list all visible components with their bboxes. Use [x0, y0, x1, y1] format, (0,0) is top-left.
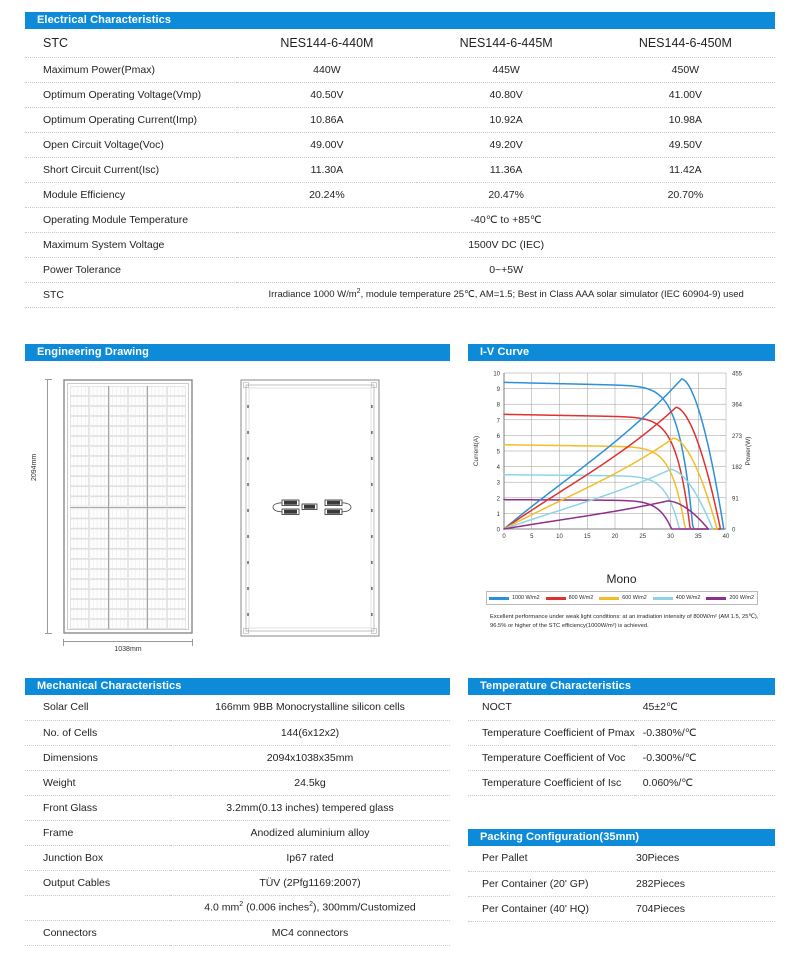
row-value: 49.00V — [237, 132, 416, 157]
row-label: Temperature Coefficient of Isc — [468, 770, 635, 795]
row-value: 41.00V — [596, 82, 775, 107]
chart-legend — [486, 591, 758, 605]
svg-text:455: 455 — [732, 371, 743, 378]
engineering-drawing-section — [25, 344, 450, 661]
packing-section-header: Packing Configuration(35mm) — [468, 829, 775, 846]
svg-text:Current(A): Current(A) — [473, 435, 480, 467]
row-value: 450W — [596, 57, 775, 82]
table-row — [25, 770, 450, 795]
svg-text:10: 10 — [556, 534, 563, 540]
legend-swatch — [599, 597, 619, 600]
row-label: Operating Module Temperature — [25, 207, 237, 232]
svg-text:7: 7 — [496, 418, 500, 425]
row-value: 11.42A — [596, 157, 775, 182]
temperature-characteristics-section — [468, 678, 775, 796]
chart-caption: Mono — [606, 572, 637, 586]
row-label: Power Tolerance — [25, 257, 237, 282]
height-dimension-line — [47, 379, 48, 634]
legend-item — [546, 595, 594, 601]
row-label: Dimensions — [25, 745, 170, 770]
row-label: Per Pallet — [468, 846, 628, 871]
legend-item — [706, 595, 754, 601]
legend-label: 400 W/m2 — [675, 595, 701, 601]
svg-text:0: 0 — [496, 527, 500, 534]
row-label: Temperature Coefficient of Voc — [468, 745, 635, 770]
row-value: -40℃ to +85℃ — [237, 207, 775, 232]
row-label: Per Container (20' GP) — [468, 871, 628, 896]
table-row — [25, 157, 775, 182]
row-value: Ip67 rated — [170, 845, 450, 870]
electrical-table — [25, 29, 775, 308]
row-label: STC — [25, 29, 237, 57]
row-label: Optimum Operating Current(Imp) — [25, 107, 237, 132]
legend-label: 600 W/m2 — [622, 595, 647, 601]
row-label: NOCT — [468, 695, 635, 720]
svg-text:5: 5 — [530, 534, 534, 540]
row-label: Maximum System Voltage — [25, 232, 237, 257]
iv-curve-plot — [468, 361, 775, 576]
iv-curve-chart — [468, 361, 775, 576]
row-value: -0.300%/℃ — [635, 745, 775, 770]
temperature-section-header: Temperature Characteristics — [468, 678, 775, 695]
row-label: Junction Box — [25, 845, 170, 870]
row-value: 20.24% — [237, 182, 416, 207]
row-label: Front Glass — [25, 795, 170, 820]
panel-back-view — [240, 379, 380, 637]
svg-text:2: 2 — [496, 496, 500, 503]
row-value: 3.2mm(0.13 inches) tempered glass — [170, 795, 450, 820]
table-row — [468, 846, 775, 871]
table-row — [468, 896, 775, 921]
row-value: 45±2℃ — [635, 695, 775, 720]
table-row — [25, 182, 775, 207]
mechanical-section-header: Mechanical Characteristics — [25, 678, 450, 695]
row-value: Irradiance 1000 $W/m^2$, module temperature 25℃, AM=1.5; Best in Class AAA solar simulator (IEC 60904-9) used — [237, 282, 775, 307]
row-value: TÜV (2Pfg1169:2007) — [170, 870, 450, 895]
row-value: 40.80V — [417, 82, 596, 107]
row-label: Optimum Operating Voltage(Vmp) — [25, 82, 237, 107]
svg-text:25: 25 — [639, 534, 647, 540]
row-label: Maximum Power(Pmax) — [25, 57, 237, 82]
legend-label: 1000 W/m2 — [512, 595, 540, 601]
table-row — [468, 871, 775, 896]
packing-configuration-section — [468, 829, 775, 922]
iv-curve-section — [468, 344, 775, 631]
row-value: Anodized aluminium alloy — [170, 820, 450, 845]
row-value: 24.5kg — [170, 770, 450, 795]
legend-swatch — [546, 597, 566, 600]
panel-front-view — [63, 379, 193, 634]
row-value: 20.70% — [596, 182, 775, 207]
row-label: Per Container (40' HQ) — [468, 896, 628, 921]
width-dimension-label: 1038mm — [114, 646, 142, 653]
row-value: 440W — [237, 57, 416, 82]
row-value: 0~+5W — [237, 257, 775, 282]
legend-item — [489, 595, 540, 601]
row-label: Open Circuit Voltage(Voc) — [25, 132, 237, 157]
drawing-canvas — [25, 361, 450, 661]
row-value: 40.50V — [237, 82, 416, 107]
svg-text:273: 273 — [732, 433, 743, 440]
svg-text:0: 0 — [502, 534, 506, 540]
row-value: 144(6x12x2) — [170, 720, 450, 745]
row-value: MC4 connectors — [170, 920, 450, 945]
row-label: Short Circuit Current(Isc) — [25, 157, 237, 182]
svg-text:91: 91 — [732, 496, 739, 503]
row-value: 10.86A — [237, 107, 416, 132]
table-row — [25, 695, 450, 720]
svg-text:15: 15 — [583, 534, 591, 540]
svg-text:5: 5 — [496, 449, 500, 456]
table-row — [25, 57, 775, 82]
table-row — [468, 695, 775, 720]
table-row — [25, 870, 450, 895]
model-header: NES144-6-445M — [417, 29, 596, 57]
table-row — [25, 29, 775, 57]
svg-text:9: 9 — [496, 387, 500, 394]
row-value: 704Pieces — [628, 896, 775, 921]
legend-swatch — [653, 597, 673, 600]
table-row — [25, 820, 450, 845]
svg-text:35: 35 — [694, 534, 702, 540]
row-label: Connectors — [25, 920, 170, 945]
svg-text:0: 0 — [732, 527, 736, 534]
legend-item — [653, 595, 701, 601]
legend-swatch — [489, 597, 509, 600]
legend-swatch — [706, 597, 726, 600]
table-row — [468, 745, 775, 770]
electrical-section-header: Electrical Characteristics — [25, 12, 775, 29]
row-value: 0.060%/℃ — [635, 770, 775, 795]
svg-text:10: 10 — [493, 371, 500, 378]
width-dimension-line — [63, 641, 193, 642]
row-label: No. of Cells — [25, 720, 170, 745]
row-value: 1500V DC (IEC) — [237, 232, 775, 257]
row-label: Solar Cell — [25, 695, 170, 720]
table-row — [25, 920, 450, 945]
model-header: NES144-6-440M — [237, 29, 416, 57]
svg-text:20: 20 — [611, 534, 619, 540]
row-value: 4.0 $mm^2$ (0.006 inches$^2$), 300mm/Customized — [170, 895, 450, 920]
row-value: 49.20V — [417, 132, 596, 157]
row-value: 2094x1038x35mm — [170, 745, 450, 770]
table-row — [468, 720, 775, 745]
height-dimension-label: 2094mm — [31, 453, 38, 481]
row-label: Frame — [25, 820, 170, 845]
row-value: 30Pieces — [628, 846, 775, 871]
mechanical-characteristics-section — [25, 678, 450, 946]
row-value: 11.30A — [237, 157, 416, 182]
legend-label: 200 W/m2 — [729, 595, 754, 601]
row-value: 20.47% — [417, 182, 596, 207]
iv-curve-section-header: I-V Curve — [468, 344, 775, 361]
table-row — [25, 745, 450, 770]
svg-text:Power(W): Power(W) — [745, 436, 752, 466]
svg-text:3: 3 — [496, 480, 500, 487]
row-label: STC — [25, 282, 237, 307]
weak-light-note: Excellent performance under weak light conditions: at an irradiation intensity of 800W/m² (AM 1.5, 25℃), 96.5% or higher of the STC efficiency(1000W/m²) is achieved. — [490, 614, 759, 629]
row-label — [25, 895, 170, 920]
row-value: 49.50V — [596, 132, 775, 157]
legend-label: 800 W/m2 — [568, 595, 594, 601]
row-value: 11.36A — [417, 157, 596, 182]
mechanical-table — [25, 695, 450, 946]
row-value: -0.380%/℃ — [635, 720, 775, 745]
svg-text:40: 40 — [722, 534, 730, 540]
svg-text:1: 1 — [496, 511, 500, 518]
svg-text:6: 6 — [496, 433, 500, 440]
electrical-characteristics-section — [25, 12, 775, 308]
row-value: 282Pieces — [628, 871, 775, 896]
model-header: NES144-6-450M — [596, 29, 775, 57]
svg-text:8: 8 — [496, 402, 500, 409]
legend-item — [599, 595, 647, 601]
table-row — [25, 895, 450, 920]
row-label: Temperature Coefficient of Pmax — [468, 720, 635, 745]
table-row — [25, 282, 775, 307]
table-row — [25, 720, 450, 745]
table-row — [25, 82, 775, 107]
row-label: Weight — [25, 770, 170, 795]
table-row — [468, 770, 775, 795]
svg-text:364: 364 — [732, 402, 743, 409]
drawing-section-header: Engineering Drawing — [25, 344, 450, 361]
table-row — [25, 232, 775, 257]
table-row — [25, 845, 450, 870]
row-value: 166mm 9BB Monocrystalline silicon cells — [170, 695, 450, 720]
row-value: 10.92A — [417, 107, 596, 132]
table-row — [25, 257, 775, 282]
row-label: Output Cables — [25, 870, 170, 895]
temperature-table — [468, 695, 775, 796]
row-label: Module Efficiency — [25, 182, 237, 207]
row-value: 10.98A — [596, 107, 775, 132]
packing-table — [468, 846, 775, 922]
svg-text:4: 4 — [496, 465, 500, 472]
table-row — [25, 132, 775, 157]
svg-text:30: 30 — [667, 534, 674, 540]
svg-text:182: 182 — [732, 465, 743, 472]
table-row — [25, 795, 450, 820]
table-row — [25, 207, 775, 232]
table-row — [25, 107, 775, 132]
row-value: 445W — [417, 57, 596, 82]
